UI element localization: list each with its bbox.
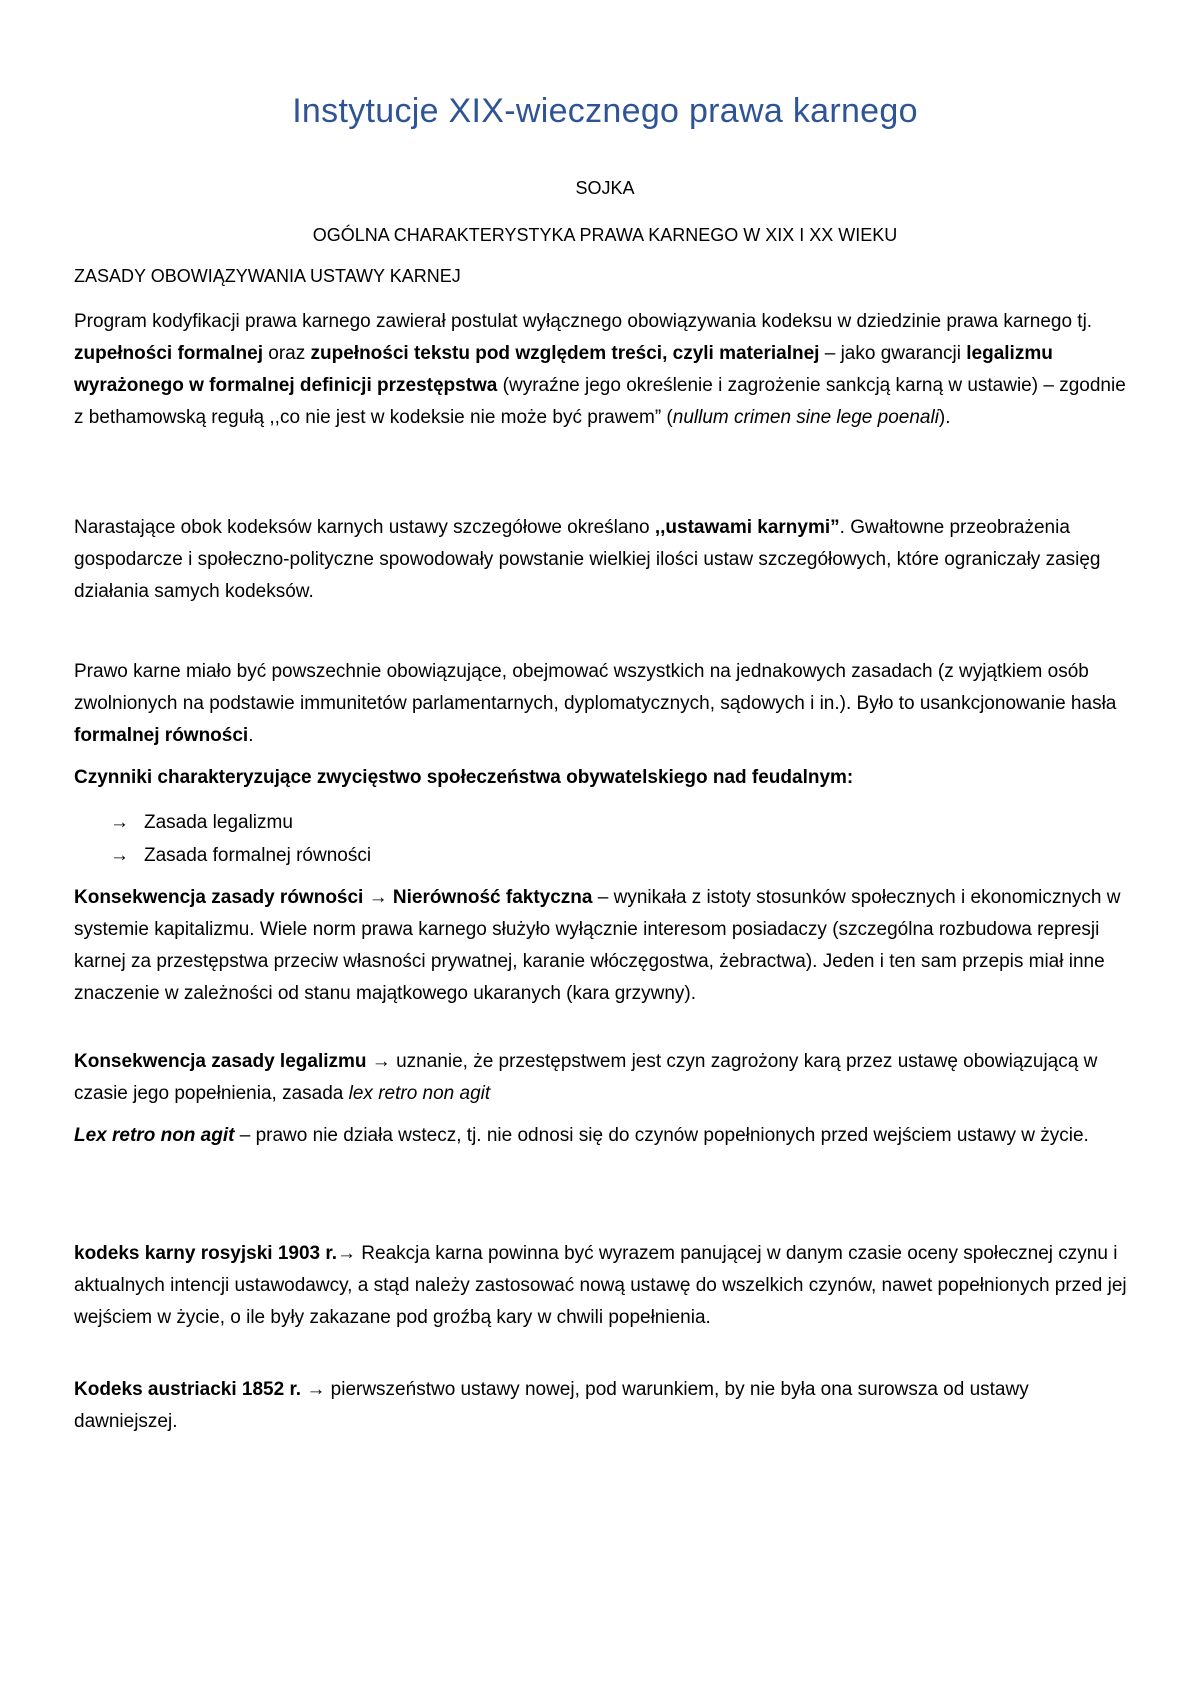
list-item: → Zasada legalizmu — [74, 806, 1136, 839]
subheading: ZASADY OBOWIĄZYWANIA USTAWY KARNEJ — [74, 266, 461, 286]
paragraph-equality-consequence: Konsekwencja zasady równości → Nierówność faktyczna – wynikała z istoty stosunków społecznych i ekonomicznych w systemie kapitalizmu. Wiele norm prawa karnego służyło wyłącznie interesom posiadaczy (szczególna rozbudowa represji karnej za przestępstwa przeciw własności prywatnej, karanie włóczęgostwa, żebractwa). Jeden i ten sam przepis miał inne znaczenie w zależności od stanu majątkowego ukaranych (kara grzywny). — [74, 887, 1121, 1004]
author-line: SOJKA — [575, 178, 635, 198]
document-title: Instytucje XIX-wiecznego prawa karnego — [292, 92, 918, 130]
arrow-right-icon: → — [110, 845, 129, 866]
paragraph-codification: Program kodyfikacji prawa karnego zawierał postulat wyłącznego obowiązywania kodeksu w dziedzinie prawa karnego tj. zupełności formalnej oraz zupełności tekstu pod względem treści, czyli materialnej – jako gwarancji legalizmu wyrażonego w formalnej definicji przestępstwa (wyraźne jego określenie i zagrożenie sankcją karną w ustawie) – zgodnie z bethamowską regułą ,,co nie jest w kodeksie nie może być prawem” (nullum crimen sine lege poenali). — [74, 311, 1126, 428]
section-heading: OGÓLNA CHARAKTERYSTYKA PRAWA KARNEGO W XIX I XX WIEKU — [312, 225, 898, 245]
paragraph-factors-heading: Czynniki charakteryzujące zwycięstwo społeczeństwa obywatelskiego nad feudalnym: — [74, 767, 854, 788]
paragraph-legalism-consequence: Konsekwencja zasady legalizmu → uznanie, że przestępstwem jest czyn zagrożony karą przez ustawę obowiązującą w czasie jego popełnienia, zasada lex retro non agit — [74, 1051, 1098, 1104]
paragraph-lex-retro: Lex retro non agit – prawo nie działa wstecz, tj. nie odnosi się do czynów popełnionych przed wejściem ustawy w życie. — [74, 1125, 1089, 1146]
list-item: → Zasada formalnej równości — [74, 839, 1136, 872]
paragraph-special-laws: Narastające obok kodeksów karnych ustawy szczegółowe określano ,,ustawami karnymi”. Gwałtowne przeobrażenia gospodarcze i społeczno-polityczne spowodowały powstanie wielkiej ilości ustaw szczegółowych, które ograniczały zasięg działania samych kodeksów. — [74, 517, 1101, 602]
paragraph-formal-equality: Prawo karne miało być powszechnie obowiązujące, obejmować wszystkich na jednakowych zasadach (z wyjątkiem osób zwolnionych na podstawie immunitetów parlamentarnych, dyplomatycznych, sądowych i in.). Było to usankcjonowanie hasła formalnej równości. — [74, 661, 1117, 746]
paragraph-austrian-code: Kodeks austriacki 1852 r. → pierwszeństwo ustawy nowej, pod warunkiem, by nie była ona surowsza od ustawy dawniejszej. — [74, 1379, 1029, 1432]
factors-list — [74, 806, 1136, 872]
paragraph-russian-code: kodeks karny rosyjski 1903 r.→ Reakcja karna powinna być wyrazem panującej w danym czasie oceny społecznej czynu i aktualnych intencji ustawodawcy, a stąd należy zastosować nową ustawę do wszelkich czynów, nawet popełnionych przed jej wejściem w życie, o ile były zakazane pod groźbą kary w chwili popełnienia. — [74, 1243, 1127, 1328]
arrow-right-icon: → — [110, 812, 129, 833]
